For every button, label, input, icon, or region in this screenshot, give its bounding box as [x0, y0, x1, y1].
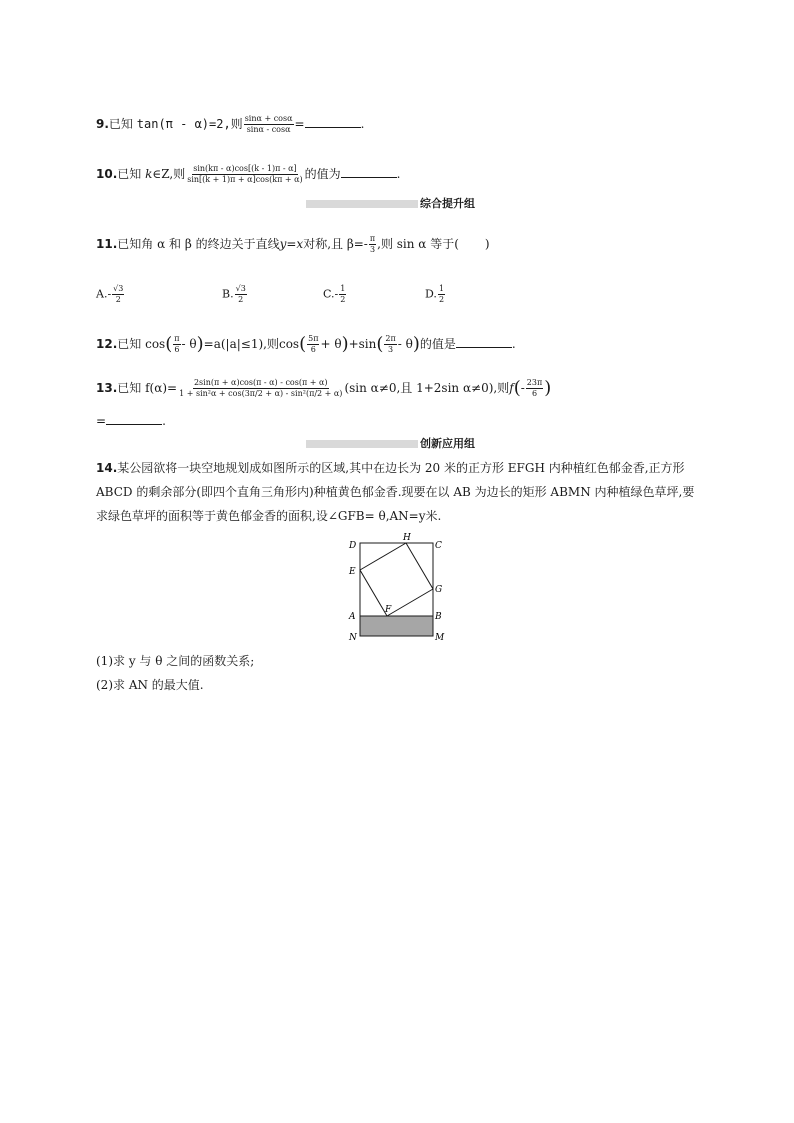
question-14-part-1: (1)求 y 与 θ 之间的函数关系; — [96, 654, 255, 668]
choice-b[interactable]: B. $\frac{√3}{2}$ — [222, 284, 246, 304]
question-13-answer: = . — [96, 414, 166, 428]
label-h: H — [403, 533, 411, 543]
question-13: 13.已知 f(α)= $\frac{2\sin(\pi + \alpha)\cos(\pi - \alpha) - \cos(\pi + \alpha)}{\text{1 + sin²α + cos(3π/2 + α) - sin²(π/2 + α)}}$ (sin α≠0,且 1+2sin α≠0),则f(- $\frac{23\pi}{6}$ ) — [96, 377, 552, 399]
answer-blank[interactable] — [341, 166, 397, 178]
question-11: 11.已知角 α 和 β 的终边关于直线y=x对称,且 β=- $\frac{\pi}{3}$ ,则 sin α 等于( ) — [96, 234, 490, 254]
question-10: 10.已知 k∈Z,则 $\frac{\sin(k\pi - \alpha)\cos[(k - 1)\pi - \alpha]}{\sin[(k + 1)\pi + \alpha]\cos(k\pi + \alpha)}$ 的值为 . — [96, 164, 401, 184]
answer-blank[interactable] — [456, 336, 512, 348]
choice-a[interactable]: A.- $\frac{√3}{2}$ — [96, 284, 124, 304]
fraction: $\frac{2\sin(\pi + \alpha)\cos(\pi - \alpha) - \cos(\pi + \alpha)}{\text{1 + sin²α + cos(3π/2 + α) - sin²(π/2 + α)}}$ — [179, 378, 343, 398]
question-9: 9.已知 tan(π - α)=2,则 $\frac{\sin\alpha + \cos\alpha}{\sin\alpha - \cos\alpha}$ = . — [96, 114, 365, 134]
label-g: G — [435, 585, 443, 595]
geometry-figure — [342, 528, 452, 648]
section-bar — [306, 200, 418, 208]
fraction: $\frac{\pi}{3}$ — [369, 234, 376, 254]
label-a: A — [349, 612, 356, 622]
answer-blank[interactable] — [106, 413, 162, 425]
square-efgh — [360, 543, 433, 616]
section-header-comprehensive: 综合提升组 — [306, 197, 490, 211]
question-number: 10. — [96, 167, 118, 181]
label-c: C — [435, 541, 442, 551]
question-14-part-2: (2)求 AN 的最大值. — [96, 678, 204, 692]
choice-c[interactable]: C.- $\frac{1}{2}$ — [323, 284, 346, 304]
question-12: 12.已知 cos( $\frac{\pi}{6}$ - θ)=a(|a|≤1),则cos( $\frac{5\pi}{6}$ + θ)+sin( $\frac{2\pi}{3}$ - θ)的值是 . — [96, 333, 516, 355]
question-number: 13. — [96, 381, 118, 395]
label-d: D — [349, 541, 357, 551]
label-f: F — [385, 605, 392, 615]
answer-blank[interactable] — [305, 116, 361, 128]
fraction: $\frac{\sin(k\pi - \alpha)\cos[(k - 1)\pi - \alpha]}{\sin[(k + 1)\pi + \alpha]\cos(k\pi + \alpha)}$ — [187, 164, 303, 184]
label-m: M — [435, 633, 445, 643]
section-bar — [306, 440, 418, 448]
choice-d[interactable]: D. $\frac{1}{2}$ — [425, 284, 445, 304]
question-14: 14.某公园欲将一块空地规划成如图所示的区域,其中在边长为 20 米的正方形 EFGH 内种植红色郁金香,正方形 ABCD 的剩余部分(即四个直角三角形内)种植黄色郁金香.现要在以 AB 为边长的矩形 ABMN 内种植绿色草坪,要求绿色草坪的面积等于黄色郁金香的面积,设∠GFB= θ,AN=y米. — [96, 461, 695, 523]
question-number: 14. — [96, 461, 118, 475]
label-b: B — [435, 612, 442, 622]
question-number: 12. — [96, 337, 118, 351]
lawn-rect-abmn — [360, 616, 433, 636]
question-number: 9. — [96, 117, 109, 131]
label-e: E — [349, 567, 356, 577]
question-number: 11. — [96, 237, 118, 251]
section-header-innovative: 创新应用组 — [306, 437, 490, 451]
fraction: $\frac{\sin\alpha + \cos\alpha}{\sin\alpha - \cos\alpha}$ — [244, 114, 293, 134]
label-n: N — [349, 633, 357, 643]
